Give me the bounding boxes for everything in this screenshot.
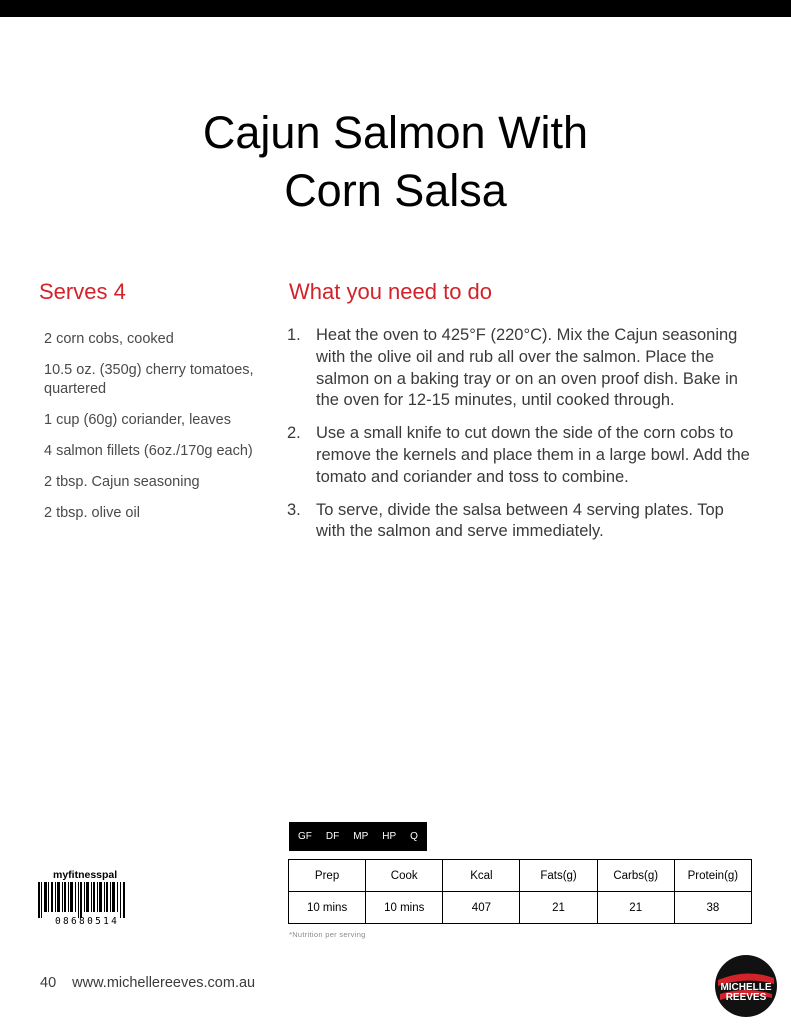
barcode-number: 08680514 — [55, 916, 120, 927]
ingredients-list — [44, 330, 274, 535]
step-text: To serve, divide the salsa between 4 serving plates. Top with the salmon and serve immediately. — [316, 500, 724, 541]
step-number: 3. — [287, 500, 301, 519]
step-text: Heat the oven to 425°F (220°C). Mix the Cajun seasoning with the olive oil and rub all over the salmon. Place the salmon on a baking tray or on an oven proof dish. Bake in the oven for 12-15 minutes, until cooked through. — [316, 326, 738, 410]
diet-tag-df: DF — [325, 831, 340, 842]
value-carbs: 21 — [597, 892, 674, 924]
recipe-title-line-2: Corn Salsa — [284, 165, 507, 216]
diet-tag-mp: MP — [353, 831, 369, 842]
value-cook: 10 mins — [366, 892, 443, 924]
method-step — [287, 500, 757, 544]
method-step — [287, 423, 757, 488]
diet-tag-q: Q — [410, 831, 418, 842]
michelle-reeves-logo-icon — [714, 954, 778, 1018]
header-fats: Fats(g) — [520, 860, 597, 892]
header-protein: Protein(g) — [674, 860, 751, 892]
header-carbs: Carbs(g) — [597, 860, 674, 892]
nutrition-header-row — [289, 860, 752, 892]
nutrition-table — [288, 859, 752, 924]
nutrition-note: *Nutrition per serving — [289, 930, 366, 939]
ingredient-item: 4 salmon fillets (6oz./170g each) — [44, 443, 253, 459]
logo-text-line-1: MICHELLE — [720, 982, 772, 993]
serves-heading: Serves 4 — [39, 279, 126, 304]
step-number: 1. — [287, 326, 301, 344]
footer — [40, 975, 255, 991]
logo-text-line-2: REEVES — [725, 992, 767, 1003]
value-kcal: 407 — [443, 892, 520, 924]
step-number: 2. — [287, 424, 301, 443]
page-number: 40 — [40, 975, 57, 991]
diet-tag-gf: GF — [298, 831, 312, 842]
method-steps — [287, 325, 757, 554]
header-kcal: Kcal — [443, 860, 520, 892]
method-heading: What you need to do — [289, 279, 493, 304]
ingredient-item: 10.5 oz. (350g) cherry tomatoes, quartered — [44, 362, 254, 397]
recipe-title — [0, 104, 791, 220]
recipe-title-line-1: Cajun Salmon With — [202, 107, 589, 158]
nutrition-value-row — [289, 892, 752, 924]
website-link[interactable]: www.michellereeves.com.au — [72, 975, 256, 991]
top-bar — [0, 0, 791, 17]
header-prep: Prep — [289, 860, 366, 892]
step-text: Use a small knife to cut down the side of the corn cobs to remove the kernels and place them in a large bowl. Add the tomato and coriander and toss to combine. — [316, 424, 750, 486]
diet-tag-hp: HP — [382, 831, 397, 842]
value-fats: 21 — [520, 892, 597, 924]
diet-tags-bar — [289, 822, 427, 851]
ingredient-item: 2 tbsp. Cajun seasoning — [44, 474, 200, 490]
ingredient-item: 2 tbsp. olive oil — [44, 505, 140, 521]
value-prep: 10 mins — [289, 892, 366, 924]
method-step — [287, 325, 757, 412]
ingredient-item: 2 corn cobs, cooked — [44, 331, 174, 347]
header-cook: Cook — [366, 860, 443, 892]
ingredient-item: 1 cup (60g) coriander, leaves — [44, 412, 231, 428]
value-protein: 38 — [674, 892, 751, 924]
myfitnesspal-label: myfitnesspal — [53, 869, 118, 881]
barcode-icon — [38, 882, 126, 918]
